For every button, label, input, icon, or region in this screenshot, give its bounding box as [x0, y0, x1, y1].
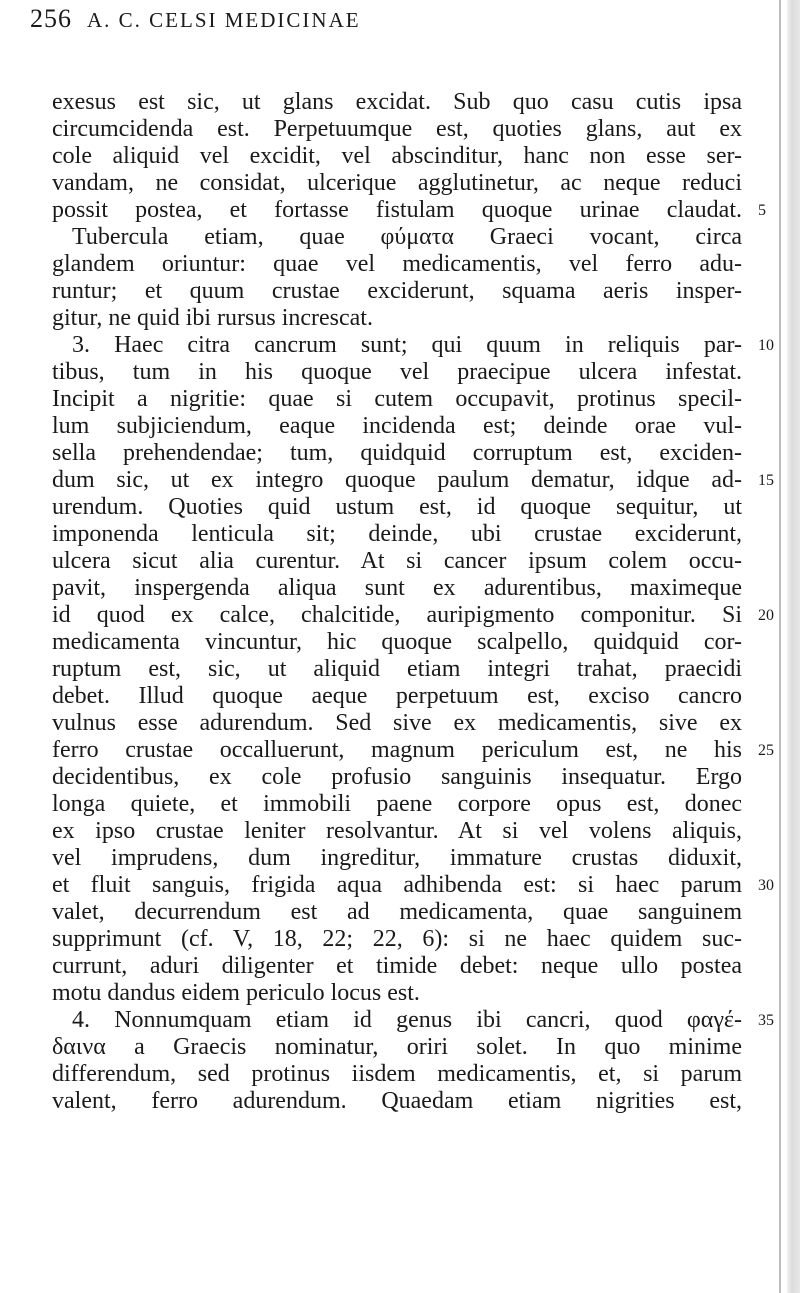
text-line	[52, 845, 742, 872]
line-text: vel imprudens, dum ingreditur, immature crustas diduxit,	[52, 845, 742, 871]
text-line	[52, 170, 742, 197]
line-text: id quod ex calce, chalcitide, auripigmento componitur. Si	[52, 602, 742, 628]
text-line	[52, 494, 742, 521]
line-text: decidentibus, ex cole profusio sanguinis insequatur. Ergo	[52, 764, 742, 790]
text-line	[52, 89, 742, 116]
text-line	[52, 926, 742, 953]
text-line	[52, 737, 774, 764]
line-text: tibus, tum in his quoque vel praecipue ulcera infestat.	[52, 359, 742, 385]
page-number: 256	[30, 4, 72, 33]
line-text: Tubercula etiam, quae φύματα Graeci vocant, circa	[72, 224, 742, 250]
text-line	[52, 683, 742, 710]
text-line	[52, 710, 742, 737]
line-number: 15	[758, 472, 774, 489]
line-text: valet, decurrendum est ad medicamenta, quae sanguinem	[52, 899, 742, 925]
text-line	[52, 386, 742, 413]
running-head: A. C. CELSI MEDICINAE	[87, 8, 361, 32]
text-line	[52, 467, 774, 494]
line-number: 30	[758, 877, 774, 894]
text-line	[52, 764, 742, 791]
text-line	[52, 251, 742, 278]
text-line	[52, 602, 774, 629]
text-line	[52, 656, 742, 683]
line-text: lum subjiciendum, eaque incidenda est; deinde orae vul-	[52, 413, 742, 439]
line-text: valent, ferro adurendum. Quaedam etiam nigrities est,	[52, 1088, 742, 1114]
line-text: vulnus esse adurendum. Sed sive ex medicamentis, sive ex	[52, 710, 742, 736]
page-header	[30, 4, 590, 38]
text-line	[52, 899, 742, 926]
text-line	[52, 953, 742, 980]
line-text: urendum. Quoties quid ustum est, id quoque sequitur, ut	[52, 494, 742, 520]
line-text: et fluit sanguis, frigida aqua adhibenda est: si haec parum	[52, 872, 742, 898]
text-line	[52, 224, 742, 251]
line-text: δαινα a Graecis nominatur, oriri solet. In quo minime	[52, 1034, 742, 1060]
line-text: ulcera sicut alia curentur. At si cancer ipsum colem occu-	[52, 548, 742, 574]
text-line	[52, 116, 742, 143]
text-body	[52, 89, 774, 1115]
line-text: medicamenta vincuntur, hic quoque scalpello, quidquid cor-	[52, 629, 742, 655]
line-text: sella prehendendae; tum, quidquid corruptum est, exciden-	[52, 440, 742, 466]
line-text: debet. Illud quoque aeque perpetuum est, exciso cancro	[52, 683, 742, 709]
line-text: supprimunt (cf. V, 18, 22; 22, 6): si ne haec quidem suc-	[52, 926, 742, 952]
text-line	[52, 1088, 742, 1115]
line-text: circumcidenda est. Perpetuumque est, quoties glans, aut ex	[52, 116, 742, 142]
line-text: gitur, ne quid ibi rursus increscat.	[52, 305, 373, 331]
text-line	[52, 629, 742, 656]
line-text: ruptum est, sic, ut aliquid etiam integri trahat, praecidi	[52, 656, 742, 682]
line-text: Incipit a nigritie: quae si cutem occupavit, protinus specil-	[52, 386, 742, 412]
line-text: currunt, aduri diligenter et timide debet: neque ullo postea	[52, 953, 742, 979]
line-text: differendum, sed protinus iisdem medicamentis, et, si parum	[52, 1061, 742, 1087]
text-line	[52, 1061, 742, 1088]
text-line	[52, 575, 742, 602]
line-text: longa quiete, et immobili paene corpore opus est, donec	[52, 791, 742, 817]
line-number: 35	[758, 1012, 774, 1029]
line-text: vandam, ne considat, ulcerique agglutinetur, ac neque reduci	[52, 170, 742, 196]
line-number: 10	[758, 337, 774, 354]
text-line	[52, 359, 742, 386]
text-line	[52, 332, 774, 359]
text-line	[52, 521, 742, 548]
line-text: 4. Nonnumquam etiam id genus ibi cancri, quod φαγέ-	[72, 1007, 742, 1033]
line-number: 5	[758, 202, 766, 219]
line-text: exesus est sic, ut glans excidat. Sub quo casu cutis ipsa	[52, 89, 742, 115]
line-number: 25	[758, 742, 774, 759]
text-line	[52, 818, 742, 845]
text-line	[52, 278, 742, 305]
adjacent-page-margin	[787, 0, 800, 1293]
line-text: cole aliquid vel excidit, vel abscinditur, hanc non esse ser-	[52, 143, 742, 169]
line-number: 20	[758, 607, 774, 624]
line-text: ex ipso crustae leniter resolvantur. At si vel volens aliquis,	[52, 818, 742, 844]
text-line	[52, 143, 742, 170]
margin-edge	[779, 0, 781, 1293]
text-line	[52, 980, 742, 1007]
text-line	[52, 791, 742, 818]
text-line	[52, 440, 742, 467]
line-text: glandem oriuntur: quae vel medicamentis, vel ferro adu-	[52, 251, 742, 277]
text-line	[52, 305, 742, 332]
line-text: pavit, inspergenda aliqua sunt ex adurentibus, maximeque	[52, 575, 742, 601]
text-line	[52, 548, 742, 575]
line-text: motu dandus eidem periculo locus est.	[52, 980, 420, 1006]
line-text: dum sic, ut ex integro quoque paulum dematur, idque ad-	[52, 467, 742, 493]
line-text: ferro crustae occalluerunt, magnum periculum est, ne his	[52, 737, 742, 763]
text-line	[52, 872, 774, 899]
line-text: 3. Haec citra cancrum sunt; qui quum in reliquis par-	[72, 332, 742, 358]
line-text: possit postea, et fortasse fistulam quoque urinae claudat.	[52, 197, 742, 223]
text-line	[52, 197, 766, 224]
text-line	[52, 413, 742, 440]
text-line	[52, 1007, 774, 1034]
line-text: imponenda lenticula sit; deinde, ubi crustae exciderunt,	[52, 521, 742, 547]
text-line	[52, 1034, 742, 1061]
line-text: runtur; et quum crustae exciderunt, squama aeris insper-	[52, 278, 742, 304]
